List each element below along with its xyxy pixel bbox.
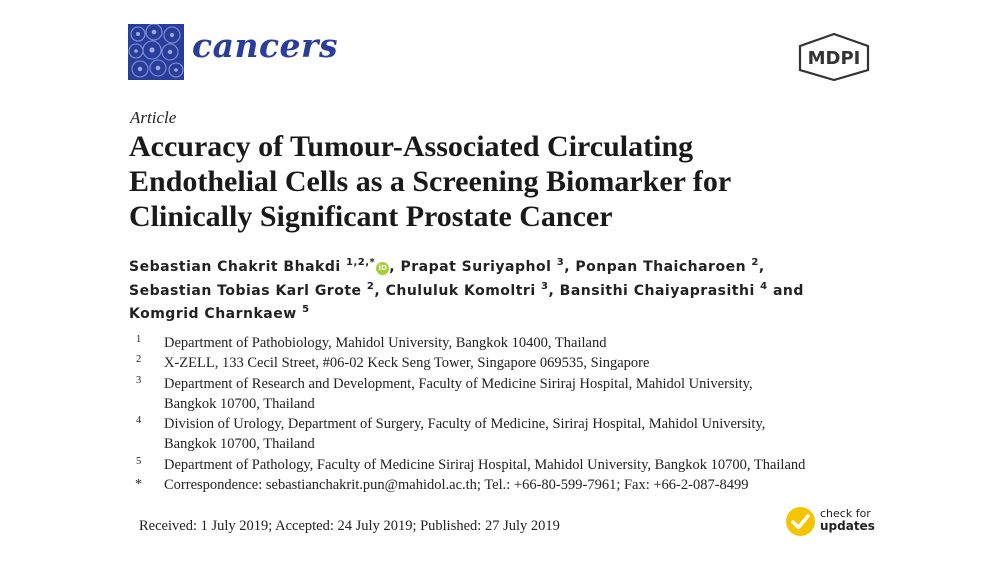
correspondence-item: [130, 475, 890, 495]
correspondence-marker: *: [135, 477, 142, 493]
author-name[interactable]: Sebastian Chakrit Bhakdi: [129, 259, 341, 275]
affiliation-text: Department of Pathology, Faculty of Medicine Siriraj Hospital, Mahidol University, Bangkok 10700, Thailand: [164, 456, 806, 473]
affiliation-number: 3: [136, 374, 142, 386]
author-affiliation-sup: 4: [760, 280, 768, 292]
affiliation-text: Bangkok 10700, Thailand: [164, 395, 315, 412]
author-name[interactable]: Sebastian Tobias Karl Grote: [129, 282, 362, 299]
affiliation-item: [130, 414, 890, 455]
author-name[interactable]: Ponpan Thaicharoen: [575, 259, 747, 275]
correspondence-text[interactable]: Correspondence: sebastianchakrit.pun@mahidol.ac.th; Tel.: +66-80-599-7961; Fax: +66-2-087-8499: [164, 477, 749, 494]
title-line: Accuracy of Tumour-Associated Circulating: [129, 130, 694, 163]
article-title: [129, 129, 869, 234]
affiliation-text: Department of Pathobiology, Mahidol University, Bangkok 10400, Thailand: [164, 335, 607, 351]
author-affiliation-sup: 2: [366, 280, 375, 292]
affiliation-item: [130, 455, 890, 475]
author-affiliation-sup: 5: [302, 304, 310, 315]
affiliation-list: [130, 333, 890, 495]
orcid-icon[interactable]: iD: [376, 262, 389, 275]
author-affiliation-sup: 3: [556, 257, 565, 268]
affiliation-number: 1: [136, 334, 142, 345]
affiliation-item: [130, 333, 890, 353]
affiliation-number: 2: [136, 354, 142, 366]
affiliation-text: X-ZELL, 133 Cecil Street, #06-02 Keck Seng Tower, Singapore 069535, Singapore: [164, 355, 650, 372]
affiliation-text: Division of Urology, Department of Surgery, Faculty of Medicine, Siriraj Hospital, Mahidol University,: [164, 416, 766, 433]
check-for-updates-button[interactable]: [786, 506, 886, 540]
journal-logo: [128, 24, 184, 80]
author-name[interactable]: Prapat Suriyaphol: [400, 259, 552, 275]
mdpi-logo-text: MDPI: [807, 48, 861, 69]
title-line: Clinically Significant Prostate Cancer: [129, 200, 613, 233]
author-affiliation-sup: 2: [751, 257, 759, 268]
checkmark-icon: [786, 507, 815, 536]
journal-name[interactable]: cancers: [192, 26, 339, 65]
affiliation-item: [130, 353, 890, 373]
check-updates-label: check for updates: [820, 507, 875, 533]
affiliation-number: 5: [136, 455, 142, 467]
author-affiliation-sup: 1,2,*: [346, 257, 376, 268]
title-line: Endothelial Cells as a Screening Biomarker for: [129, 165, 732, 198]
author-name[interactable]: Komgrid Charnkaew: [129, 306, 297, 322]
article-type: Article: [130, 108, 177, 127]
affiliation-number: 4: [136, 415, 142, 427]
affiliation-item: [130, 374, 890, 415]
cancer-cells-logo-icon: [128, 24, 184, 80]
author-name[interactable]: Chululuk Komoltri: [385, 282, 536, 299]
mdpi-logo[interactable]: [798, 32, 870, 82]
author-affiliation-sup: 3: [541, 280, 549, 292]
publication-dates: Received: 1 July 2019; Accepted: 24 July 2019; Published: 27 July 2019: [139, 518, 560, 534]
author-list: Sebastian Chakrit Bhakdi $^{1,2,*}$ iD , Prapat Suriyaphol $^3$, Ponpan Thaicharoen $^2$, Sebastian Tobias Karl Grote $^2$, Chululuk Komoltri $^3$, Bansithi Chaiyaprasithi $^4$ and Komgrid Charnkaew $^5$: [129, 257, 804, 322]
author-name[interactable]: Bansithi Chaiyaprasithi: [559, 282, 755, 299]
affiliation-text: Department of Research and Development, Faculty of Medicine Siriraj Hospital, Mahidol University,: [164, 375, 753, 392]
affiliation-text: Bangkok 10700, Thailand: [164, 436, 315, 453]
